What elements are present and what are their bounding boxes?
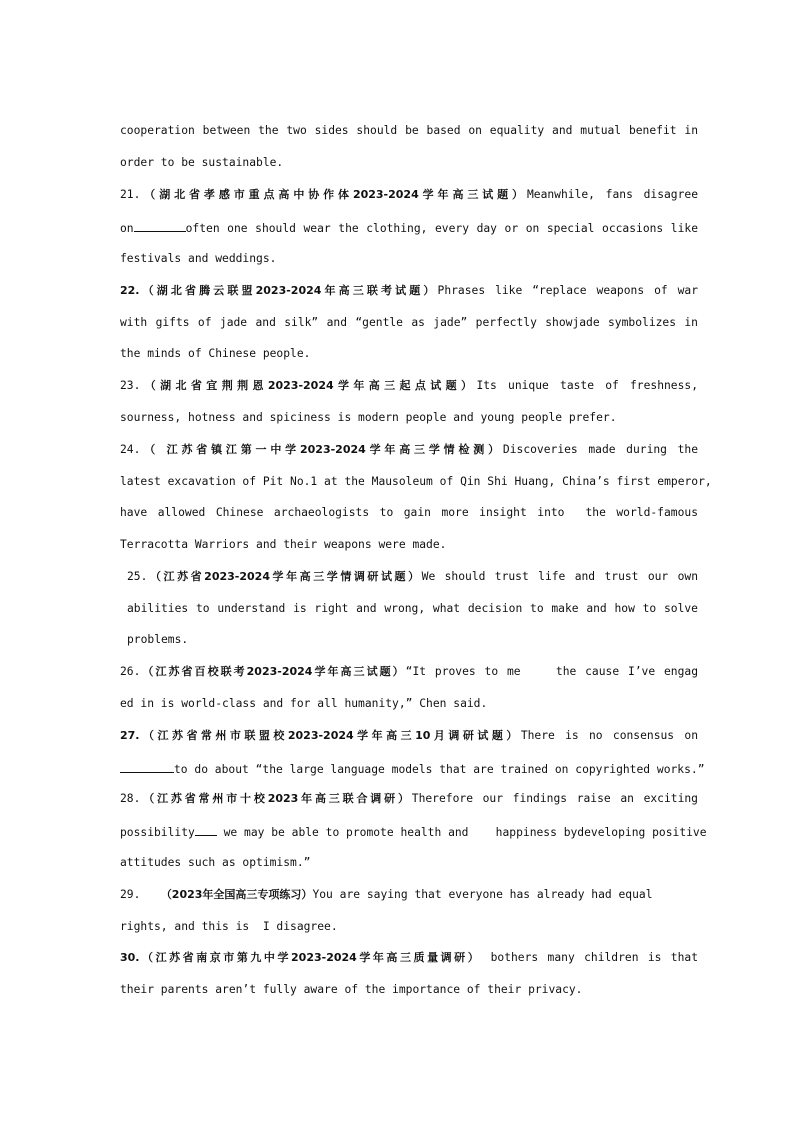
question-27: 27.（江苏省常州市联盟校2023-2024学年高三10月调研试题）There is no consensus on [120,729,698,742]
text-line: abilities to understand is right and wrong, what decision to make and how to solve [127,602,698,615]
text-line: ed in is world-class and for all humanity,” Chen said. [120,697,488,710]
blank-line [120,761,174,773]
text-line: possibility we may be able to promote health and happiness bydeveloping positive [120,826,707,839]
question-23: 23.（湖北省宜荆荆恩2023-2024学年高三起点试题）Its unique taste of freshness, [120,379,698,392]
blank-line [134,220,186,232]
text-line: their parents aren’t fully aware of the importance of their privacy. [120,983,583,996]
text-line: sourness, hotness and spiciness is modern people and young people prefer. [120,411,617,424]
question-number: 22. [120,284,140,297]
question-source: （湖北省腾云联盟2023-2024年高三联考试题） [139,284,438,297]
text-line: order to be sustainable. [120,156,284,169]
text-line: Terracotta Warriors and their weapons were made. [120,538,447,551]
question-source: （湖北省宜荆荆恩2023-2024学年高三起点试题） [140,379,477,392]
text-line: rights, and this is I disagree. [120,920,338,933]
question-number: 23. [120,379,141,392]
text-line: festivals and weddings. [120,252,277,265]
question-22: 22.（湖北省腾云联盟2023-2024年高三联考试题）Phrases like “replace weapons of war [120,284,698,297]
question-29: 29. （2023年全国高三专项练习）You are saying that everyone has already had equal [120,888,653,901]
text-line: cooperation between the two sides should be based on equality and mutual benefit in [120,124,698,137]
question-number: 30. [120,951,140,964]
question-number: 21. [120,188,141,201]
text-line: on often one should wear the clothing, every day or on special occasions like [120,222,698,235]
question-25: 25.（江苏省2023-2024学年高三学情调研试题）We should trust life and trust our own [127,570,698,583]
question-24: 24.（ 江苏省镇江第一中学2023-2024学年高三学情检测）Discoveries made during the [120,443,698,456]
text-line: problems. [127,633,189,646]
text-line: to do about “the large language models that are trained on copyrighted works.” [120,761,698,777]
question-number: 26. [120,665,141,678]
blank-line [195,824,217,836]
question-26: 26.（江苏省百校联考2023-2024学年高三试题）“It proves to me the cause I’ve engag [120,665,698,678]
question-number: 29. [120,888,141,901]
text-line: the minds of Chinese people. [120,347,311,360]
question-source: （江苏省南京市第九中学2023-2024学年高三质量调研） [139,951,482,964]
question-28: 28.（江苏省常州市十校2023年高三联合调研）Therefore our findings raise an exciting [120,792,698,805]
question-source: （ 江苏省镇江第一中学2023-2024学年高三学情检测） [140,443,503,456]
text-line: latest excavation of Pit No.1 at the Mausoleum of Qin Shi Huang, China’s first emperor, [120,475,712,488]
question-source: （江苏省2023-2024学年高三学情调研试题） [147,570,422,583]
question-number: 24. [120,443,141,456]
question-source: （湖北省孝感市重点高中协作体2023-2024学年高三试题） [140,188,527,201]
question-source: （江苏省百校联考2023-2024学年高三试题） [140,665,406,678]
text-line: with gifts of jade and silk” and “gentle as jade” perfectly showjade symbolizes in [120,316,698,329]
question-21: 21.（湖北省孝感市重点高中协作体2023-2024学年高三试题）Meanwhile, fans disagree [120,188,699,201]
text-line: have allowed Chinese archaeologists to gain more insight into the world-famous [120,506,698,519]
text-line: attitudes such as optimism.” [120,856,311,869]
question-number: 25. [127,570,148,583]
question-source: （2023年全国高三专项练习） [160,888,313,901]
question-30: 30.（江苏省南京市第九中学2023-2024学年高三质量调研） bothers many children is that [120,951,699,964]
question-source: （江苏省常州市联盟校2023-2024学年高三10月调研试题） [139,729,521,742]
question-source: （江苏省常州市十校2023年高三联合调研） [140,792,412,805]
question-number: 28. [120,792,141,805]
question-number: 27. [120,729,140,742]
